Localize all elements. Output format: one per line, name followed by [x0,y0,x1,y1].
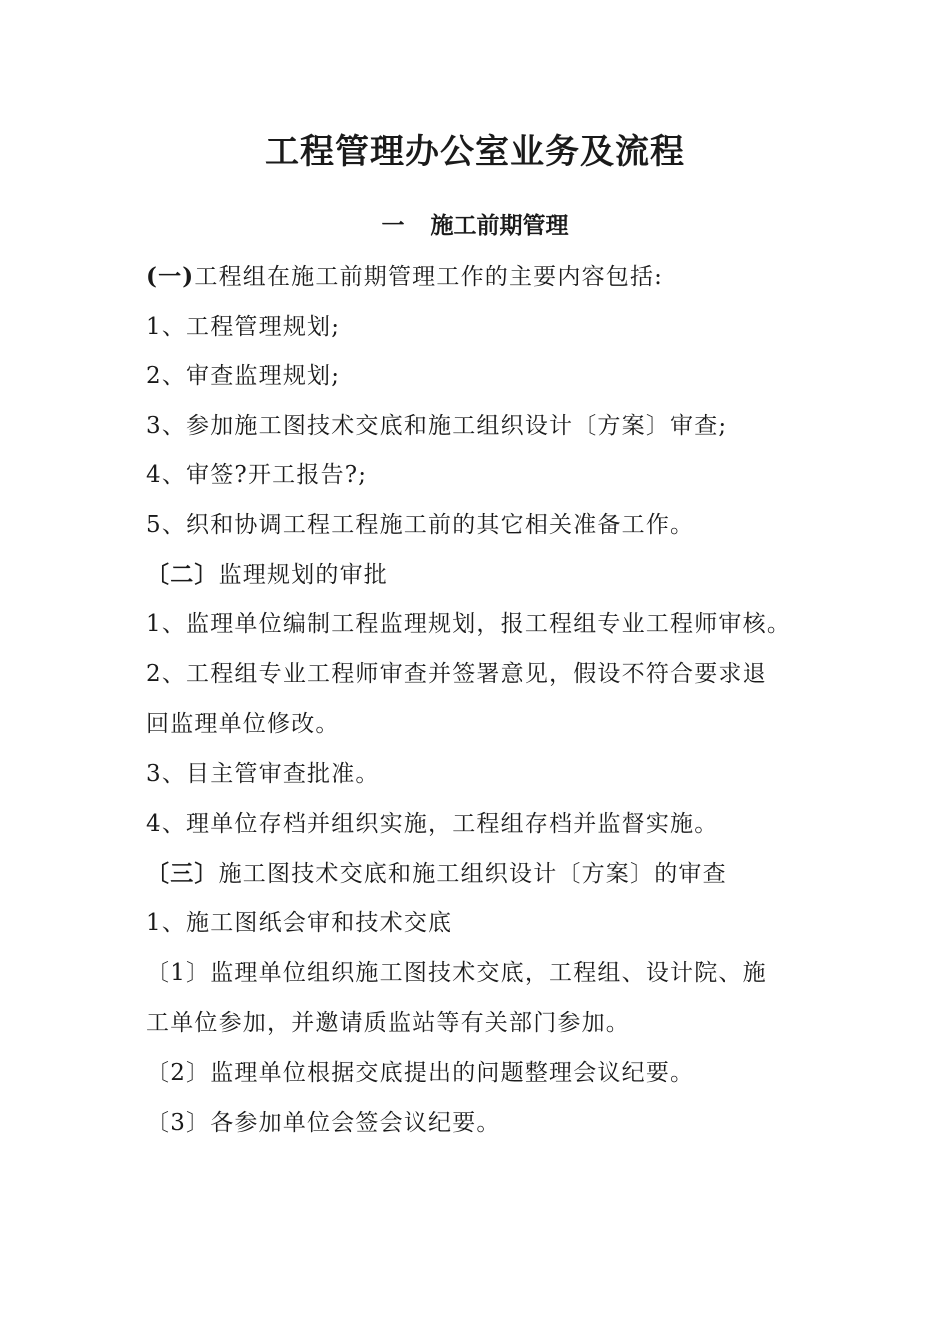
paragraph-line [146,259,826,295]
line-text: 监理规划的审批 [218,562,389,588]
paragraph-line [146,1005,826,1041]
paragraph-line [146,1055,826,1091]
line-prefix: (一) [146,263,195,290]
paragraph-line [146,557,826,593]
paragraph-line [146,806,826,842]
section-title: 施工前期管理 [430,212,569,239]
line-text: 回监理单位修改。 [146,711,340,737]
paragraph-line [146,656,826,692]
paragraph-line [146,756,826,792]
line-text: 施工图技术交底和施工组织设计〔方案〕的审查 [218,861,727,887]
document-title: 工程管理办公室业务及流程 [265,132,685,172]
line-text: 3、参加施工图技术交底和施工组织设计〔方案〕审查; [146,413,728,439]
line-text: 1、监理单位编制工程监理规划，报工程组专业工程师审核。 [146,611,792,637]
line-text: 1、施工图纸会审和技术交底 [146,910,453,936]
paragraph-line [146,856,826,892]
line-text: 〔3〕各参加单位会签会议纪要。 [146,1110,501,1136]
line-text: 1、工程管理规划; [146,314,341,340]
line-text: 〔1〕监理单位组织施工图技术交底，工程组、设计院、施 [146,960,767,986]
line-prefix: 〔三〕 [146,860,219,887]
paragraph-line [146,507,826,543]
paragraph-line [146,358,826,394]
line-text: 4、理单位存档并组织实施，工程组存档并监督实施。 [146,811,719,837]
paragraph-line [146,309,826,345]
paragraph-line [146,955,826,991]
line-text: 4、审签?开工报告?; [146,462,368,488]
line-text: 2、审查监理规划; [146,363,341,389]
paragraph-line [146,606,826,642]
paragraph-line [146,457,826,493]
paragraph-line [146,1105,826,1141]
line-text: 5、织和协调工程工程施工前的其它相关准备工作。 [146,512,695,538]
line-text: 3、目主管审查批准。 [146,761,380,787]
line-prefix: 〔二〕 [146,561,219,588]
line-text: 〔2〕监理单位根据交底提出的问题整理会议纪要。 [146,1060,695,1086]
paragraph-line [146,408,826,444]
line-text: 2、工程组专业工程师审查并签署意见，假设不符合要求退 [146,661,767,687]
line-text: 工程组在施工前期管理工作的主要内容包括: [194,264,664,290]
line-text: 工单位参加，并邀请质监站等有关部门参加。 [146,1010,630,1036]
paragraph-line [146,905,826,941]
section-heading [0,208,950,244]
section-number: 一 [381,212,405,239]
paragraph-line [146,706,826,742]
